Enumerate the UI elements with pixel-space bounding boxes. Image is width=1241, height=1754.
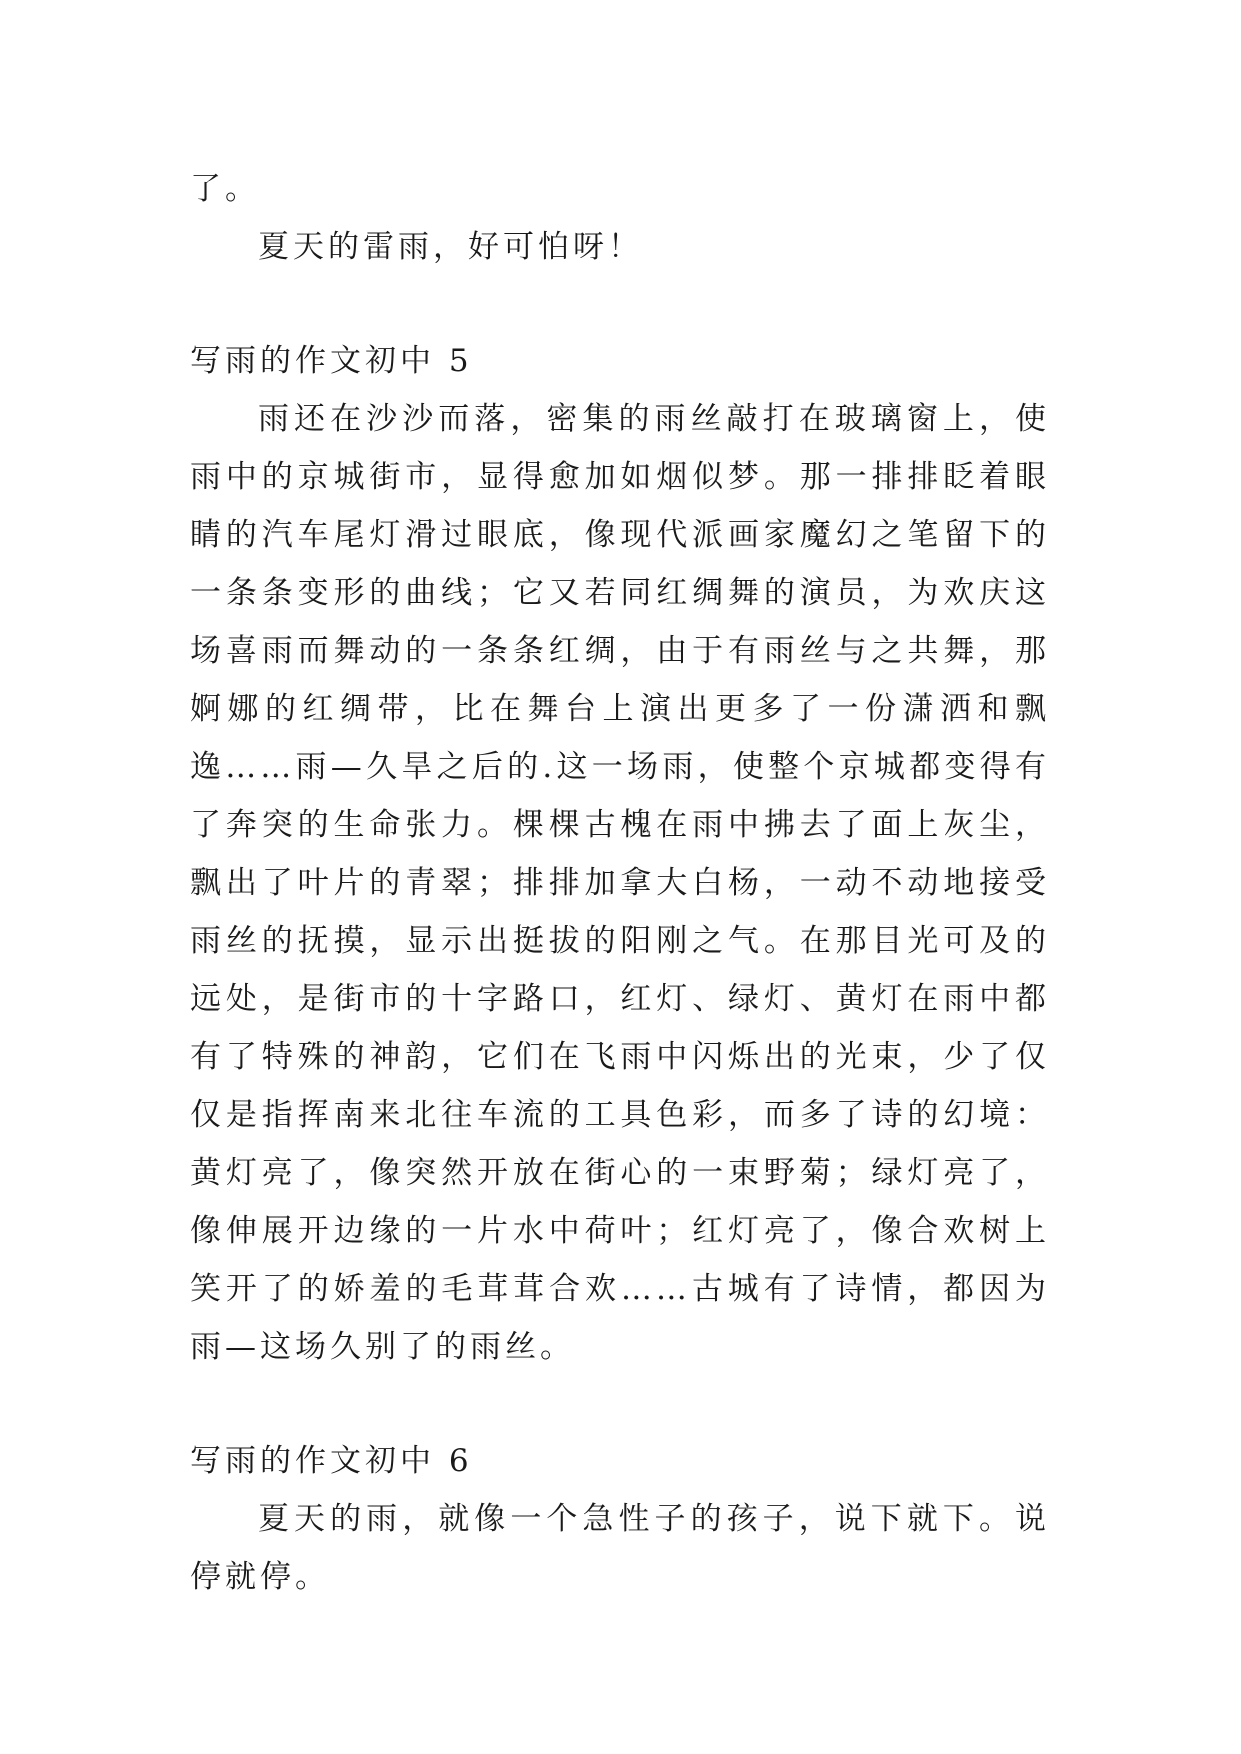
document-page <box>190 160 1050 1606</box>
section-paragraph-5: 雨还在沙沙而落，密集的雨丝敲打在玻璃窗上，使雨中的京城街市，显得愈加如烟似梦。那一排排眨着眼睛的汽车尾灯滑过眼底，像现代派画家魔幻之笔留下的一条条变形的曲线；它又若同红绸舞的演员，为欢庆这场喜雨而舞动的一条条红绸，由于有雨丝与之共舞，那婀娜的红绸带，比在舞台上演出更多了一份潇洒和飘逸……雨—久旱之后的.这一场雨，使整个京城都变得有了奔突的生命张力。棵棵古槐在雨中拂去了面上灰尘，飘出了叶片的青翠；排排加拿大白杨，一动不动地接受雨丝的抚摸，显示出挺拔的阳刚之气。在那目光可及的远处，是街市的十字路口，红灯、绿灯、黄灯在雨中都有了特殊的神韵，它们在飞雨中闪烁出的光束，少了仅仅是指挥南来北往车流的工具色彩，而多了诗的幻境：黄灯亮了，像突然开放在街心的一束野菊；绿灯亮了，像伸展开边缘的一片水中荷叶；红灯亮了，像合欢树上笑开了的娇羞的毛茸茸合欢……古城有了诗情，都因为雨—这场久别了的雨丝。 <box>190 401 1050 1365</box>
closing-sentence: 夏天的雷雨，好可怕呀！ <box>258 229 643 265</box>
section-paragraph-6: 夏天的雨，就像一个急性子的孩子，说下就下。说停就停。 <box>190 1501 1050 1595</box>
section-heading-5: 写雨的作文初中 5 <box>190 343 473 379</box>
section-spacer <box>190 1376 1050 1432</box>
section-spacer <box>190 276 1050 332</box>
continuation-text: 了。 <box>190 171 260 207</box>
section-heading-6: 写雨的作文初中 6 <box>190 1443 473 1479</box>
